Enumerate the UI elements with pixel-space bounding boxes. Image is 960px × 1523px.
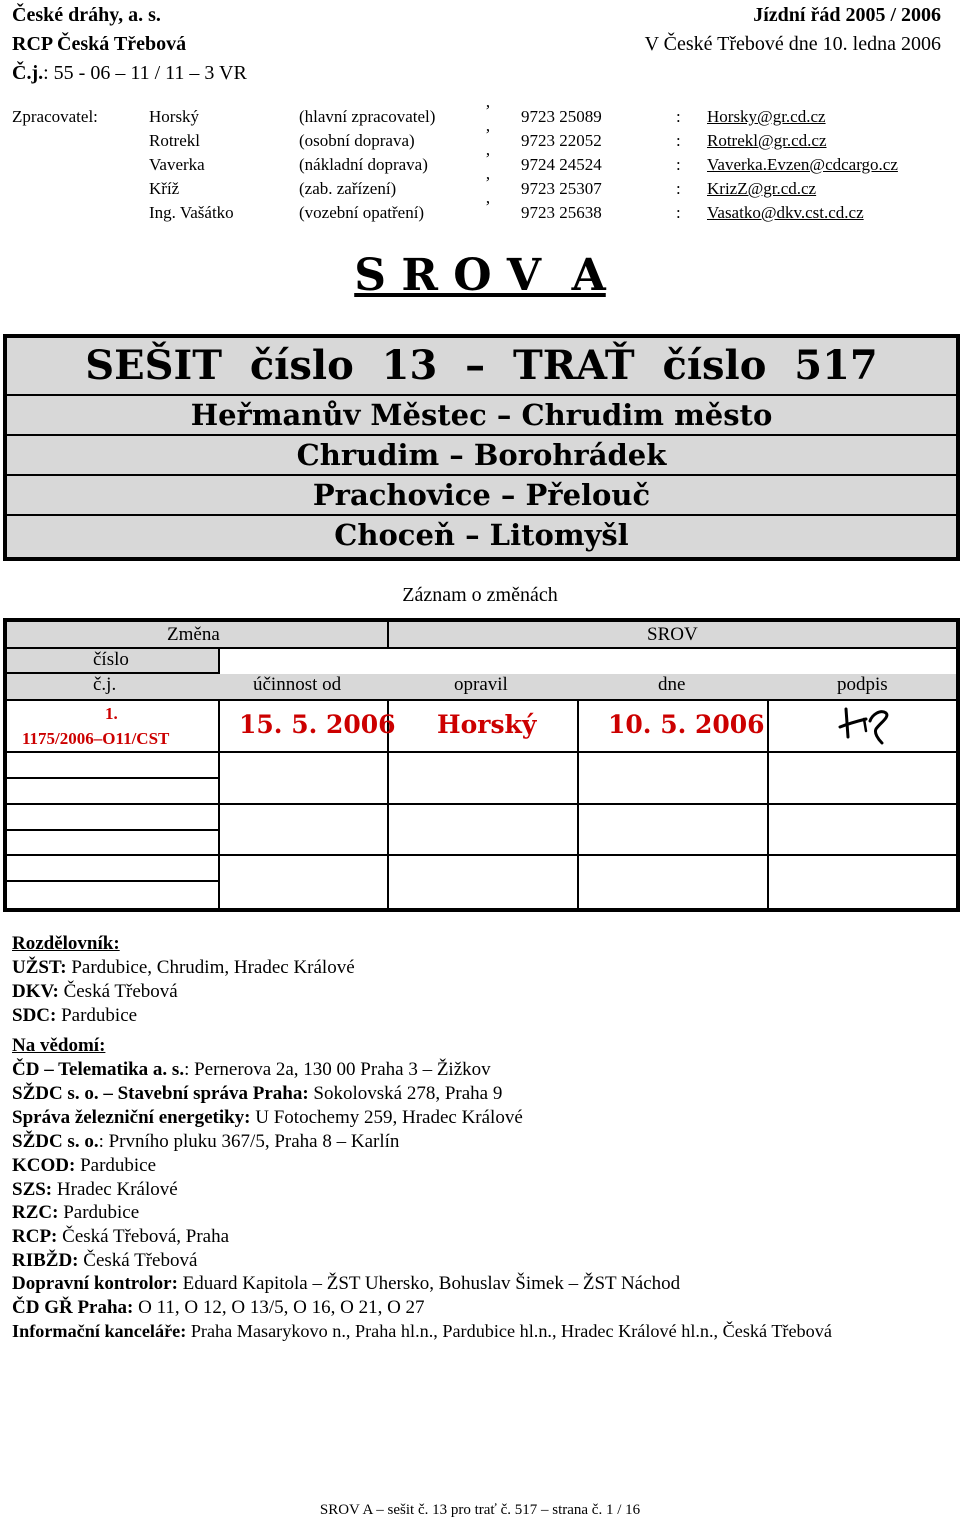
contact-email-link[interactable]: Horsky@gr.cd.cz bbox=[707, 107, 826, 126]
separator-colon: : bbox=[676, 107, 681, 126]
contact-name: Kříž bbox=[149, 179, 180, 198]
contact-phone: 9723 22052 bbox=[521, 131, 602, 150]
notice-item bbox=[12, 1297, 425, 1319]
item-label: RCP: bbox=[12, 1226, 58, 1247]
contact-phone: 9723 25307 bbox=[521, 179, 602, 198]
change-table bbox=[3, 618, 960, 912]
route-line: Prachovice – Přelouč bbox=[7, 476, 956, 516]
item-label: SDC: bbox=[12, 1005, 57, 1026]
grid-line bbox=[7, 777, 218, 779]
signature-icon bbox=[836, 705, 894, 745]
rcp-name: RCP Česká Třebová bbox=[12, 33, 187, 55]
contact-phone: 9724 24524 bbox=[521, 155, 602, 174]
item-label: UŽST: bbox=[12, 957, 67, 978]
grid-line bbox=[7, 880, 218, 882]
separator-colon: : bbox=[676, 155, 681, 174]
route-line: Choceň – Litomyšl bbox=[7, 516, 956, 557]
header-dne: dne bbox=[658, 674, 686, 695]
item-label: SZS: bbox=[12, 1179, 53, 1200]
separator-comma: ’ bbox=[485, 149, 491, 168]
header-ucinnost: účinnost od bbox=[253, 674, 342, 695]
notice-item bbox=[12, 1321, 832, 1342]
item-text: : Pernerova 2a, 130 00 Praha 3 – Žižkov bbox=[184, 1059, 491, 1080]
contact-name: Rotrekl bbox=[149, 131, 200, 150]
item-label: Dopravní kontrolor: bbox=[12, 1273, 178, 1294]
item-text: Česká Třebová bbox=[78, 1250, 198, 1271]
separator-colon: : bbox=[676, 203, 681, 222]
grid-line bbox=[7, 803, 956, 805]
ref-label: Č.j. bbox=[12, 62, 44, 84]
item-text: Eduard Kapitola – ŽST Uhersko, Bohuslav Šimek – ŽST Náchod bbox=[177, 1273, 681, 1294]
item-label: SŽDC s. o. – Stavební správa Praha: bbox=[12, 1083, 309, 1104]
grid-line bbox=[218, 649, 220, 674]
item-text: Pardubice, Chrudim, Hradec Králové bbox=[66, 957, 355, 978]
item-text: U Fotochemy 259, Hradec Králové bbox=[250, 1107, 523, 1128]
item-text: Hradec Králové bbox=[52, 1179, 178, 1200]
header-cj: č.j. bbox=[93, 674, 117, 695]
contact-role: (vozební opatření) bbox=[299, 203, 425, 222]
org-name: České dráhy, a. s. bbox=[12, 4, 161, 26]
notice-item bbox=[12, 1083, 502, 1105]
doc-title-wrap bbox=[0, 250, 960, 301]
item-label: SŽDC s. o. bbox=[12, 1131, 99, 1152]
grid-line bbox=[387, 647, 389, 649]
distribution-item bbox=[12, 1005, 137, 1027]
separator-comma: ’ bbox=[485, 101, 491, 120]
contact-role: (nákladní doprava) bbox=[299, 155, 428, 174]
contact-email-link[interactable]: KrizZ@gr.cd.cz bbox=[707, 179, 817, 198]
page-footer: SROV A – sešit č. 13 pro trať č. 517 – strana č. 1 / 16 bbox=[319, 1502, 641, 1518]
notice-item bbox=[12, 1155, 156, 1177]
timetable-period: Jízdní řád 2005 / 2006 bbox=[753, 4, 941, 26]
item-label: Správa železniční energetiky: bbox=[12, 1107, 251, 1128]
contact-name: Horský bbox=[149, 107, 200, 126]
item-text: Sokolovská 278, Praha 9 bbox=[308, 1083, 503, 1104]
header-opravil: opravil bbox=[454, 674, 508, 695]
item-text: Česká Třebová, Praha bbox=[57, 1226, 230, 1247]
notice-item bbox=[12, 1250, 197, 1272]
notice-item bbox=[12, 1179, 178, 1201]
grid-line bbox=[218, 699, 220, 908]
item-text: Pardubice bbox=[56, 1005, 138, 1026]
change-number: 1. bbox=[105, 704, 118, 723]
grid-line bbox=[7, 751, 956, 753]
grid-line bbox=[7, 699, 956, 701]
contact-role: (osobní doprava) bbox=[299, 131, 415, 150]
separator-comma: ’ bbox=[485, 173, 491, 192]
reference-number bbox=[12, 62, 247, 85]
item-label: DKV: bbox=[12, 981, 59, 1002]
item-text: Pardubice bbox=[75, 1155, 157, 1176]
section-box bbox=[3, 334, 960, 561]
separator-colon: : bbox=[676, 179, 681, 198]
notice-item bbox=[12, 1226, 229, 1248]
grid-line bbox=[7, 854, 956, 856]
ref-value: : 55 - 06 – 11 / 11 – 3 VR bbox=[43, 62, 247, 84]
contact-email-link[interactable]: Vasatko@dkv.cst.cd.cz bbox=[707, 203, 864, 222]
header-cislo: číslo bbox=[93, 649, 129, 670]
section-title: SEŠIT číslo 13 – TRAŤ číslo 517 bbox=[7, 338, 956, 396]
contact-name: Ing. Vašátko bbox=[149, 203, 234, 222]
separator-colon: : bbox=[676, 131, 681, 150]
item-label: ČD – Telematika a. s. bbox=[12, 1059, 185, 1080]
contact-phone: 9723 25638 bbox=[521, 203, 602, 222]
grid-line bbox=[767, 699, 769, 908]
header-zmena: Změna bbox=[167, 624, 220, 645]
route-line: Heřmanův Městec – Chrudim město bbox=[7, 396, 956, 436]
contacts-label: Zpracovatel: bbox=[12, 107, 98, 126]
separator-comma: ’ bbox=[485, 125, 491, 144]
contact-role: (hlavní zpracovatel) bbox=[299, 107, 436, 126]
contact-email-link[interactable]: Vaverka.Evzen@cdcargo.cz bbox=[707, 155, 898, 174]
change-cj: 1175/2006–O11/CST bbox=[22, 729, 170, 748]
change-corrected-by: Horský bbox=[437, 710, 537, 739]
notice-item bbox=[12, 1107, 523, 1129]
changes-caption: Záznam o změnách bbox=[402, 584, 558, 606]
notice-item bbox=[12, 1059, 491, 1081]
notice-item bbox=[12, 1273, 680, 1295]
distribution-heading: Rozdělovník: bbox=[12, 933, 120, 954]
item-text: Pardubice bbox=[58, 1202, 140, 1223]
item-label: KCOD: bbox=[12, 1155, 76, 1176]
route-line: Chrudim – Borohrádek bbox=[7, 436, 956, 476]
item-text: Praha Masarykovo n., Praha hl.n., Pardubice hl.n., Hradec Králové hl.n., Česká Třebová bbox=[186, 1321, 832, 1341]
grid-line bbox=[7, 647, 956, 649]
contact-phone: 9723 25089 bbox=[521, 107, 602, 126]
contact-email-link[interactable]: Rotrekl@gr.cd.cz bbox=[707, 131, 827, 150]
distribution-item bbox=[12, 957, 355, 979]
change-effective-date: 15. 5. 2006 bbox=[239, 710, 396, 739]
distribution-item bbox=[12, 981, 178, 1003]
item-label: RIBŽD: bbox=[12, 1250, 79, 1271]
separator-comma: ’ bbox=[485, 197, 491, 216]
item-label: Informační kanceláře: bbox=[12, 1321, 187, 1341]
place-date: V České Třebové dne 10. ledna 2006 bbox=[644, 33, 941, 55]
notice-heading: Na vědomí: bbox=[12, 1035, 106, 1056]
change-date: 10. 5. 2006 bbox=[608, 710, 765, 739]
header-srov: SROV bbox=[647, 624, 698, 645]
grid-line bbox=[7, 829, 218, 831]
item-text: O 11, O 12, O 13/5, O 16, O 21, O 27 bbox=[133, 1297, 425, 1318]
item-label: RZC: bbox=[12, 1202, 59, 1223]
header-podpis: podpis bbox=[837, 674, 888, 695]
notice-item bbox=[12, 1131, 399, 1153]
doc-title: S R O V A bbox=[354, 250, 606, 301]
grid-line bbox=[577, 699, 579, 908]
item-label: ČD GŘ Praha: bbox=[12, 1297, 134, 1318]
contact-name: Vaverka bbox=[149, 155, 205, 174]
grid-line bbox=[387, 622, 389, 647]
item-text: Česká Třebová bbox=[58, 981, 178, 1002]
notice-item bbox=[12, 1202, 139, 1224]
contact-role: (zab. zařízení) bbox=[299, 179, 397, 198]
item-text: : Prvního pluku 367/5, Praha 8 – Karlín bbox=[98, 1131, 400, 1152]
